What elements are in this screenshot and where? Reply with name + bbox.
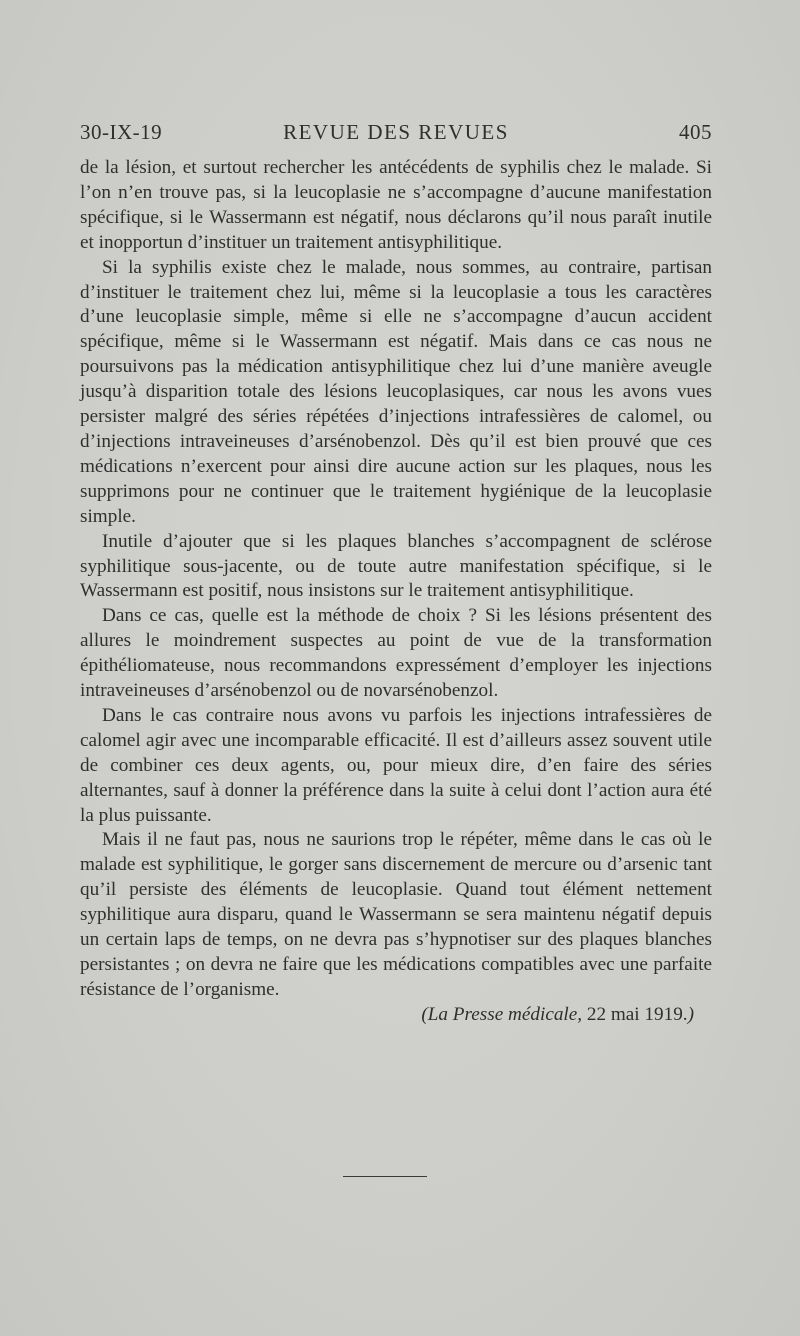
- paragraph-1: de la lésion, et surtout rechercher les antécédents de syphilis chez le malade. Si l’on n’en trouve pas, si la leucoplasie ne s’accompagne d’aucune manifestation spécifique, si le Wassermann est négatif, nous déclarons qu’il nous paraît inutile et inopportun d’instituer un traitement antisyphilitique.: [80, 157, 712, 253]
- paragraph-5: Dans le cas contraire nous avons vu parfois les injections intrafessières de calomel agir avec une incomparable efficacité. Il est d’ailleurs assez souvent utile de combiner ces deux agents, ou, pour mieux dire, d’en faire des séries alternantes, sauf à donner la préférence dans la suite à celui dont l’action aura été la plus puissante.: [80, 704, 712, 826]
- paragraph-3: Inutile d’ajouter que si les plaques blanches s’accompagnent de sclérose syphilitique sous-jacente, ou de toute autre manifestation spécifique, si le Wassermann est positif, nous insistons sur le traitement antisyphilitique.: [80, 530, 712, 602]
- citation-open: (: [421, 1003, 428, 1025]
- paragraph-2: Si la syphilis existe chez le malade, nous sommes, au contraire, partisan d’instituer le traitement chez lui, même si la leucoplasie a tous les caractères d’une leucoplasie simple, même si elle ne s’accompagne d’aucun accident spécifique, même si le Wassermann est négatif. Mais dans ce cas nous ne poursuivons pas la médication antisyphilitique chez lui d’une manière aveugle jusqu’à disparition totale des lésions leucoplasiques, car nous les avons vues persister malgré des séries répétées d’injections intrafessières de calomel, ou d’injections intraveineuses d’arsénobenzol. Dès qu’il est bien prouvé que ces médications n’exercent pour ainsi dire aucune action sur les plaques, nous les supprimons pour ne continuer que le traitement hygiénique de la leucoplasie simple.: [80, 256, 712, 527]
- paragraph-4: Dans ce cas, quelle est la méthode de choix ? Si les lésions présentent des allures le moindrement suspectes au point de vue de la transformation épithéliomateuse, nous recommandons expressément d’employer les injections intraveineuses d’arsénobenzol ou de novarsénobenzol.: [80, 605, 712, 702]
- header-date: 30-IX-19: [80, 120, 163, 144]
- citation-date: 22 mai 1919.: [586, 1003, 688, 1025]
- paragraph-6: Mais il ne faut pas, nous ne saurions trop le répéter, même dans le cas où le malade est syphilitique, le gorger sans discernement de mercure ou d’arsenic tant qu’il persiste des éléments de leucoplasie. Quand tout élément nettement syphilitique aura disparu, quand le Wassermann se sera maintenu négatif depuis un certain laps de temps, on ne devra pas s’hypnotiser sur des plaques blanches persistantes ; on devra ne faire que les médications compatibles avec une parfaite résistance de l’organisme.: [80, 829, 712, 1000]
- citation-close: ): [687, 1003, 694, 1025]
- source-citation: [80, 1003, 712, 1028]
- citation-source: La Presse médicale,: [427, 1003, 583, 1025]
- page-number: 405: [679, 120, 712, 144]
- running-head: [80, 120, 712, 146]
- header-title: REVUE DES REVUES: [283, 120, 509, 144]
- end-rule: [343, 1176, 427, 1177]
- article-body: [80, 156, 712, 1028]
